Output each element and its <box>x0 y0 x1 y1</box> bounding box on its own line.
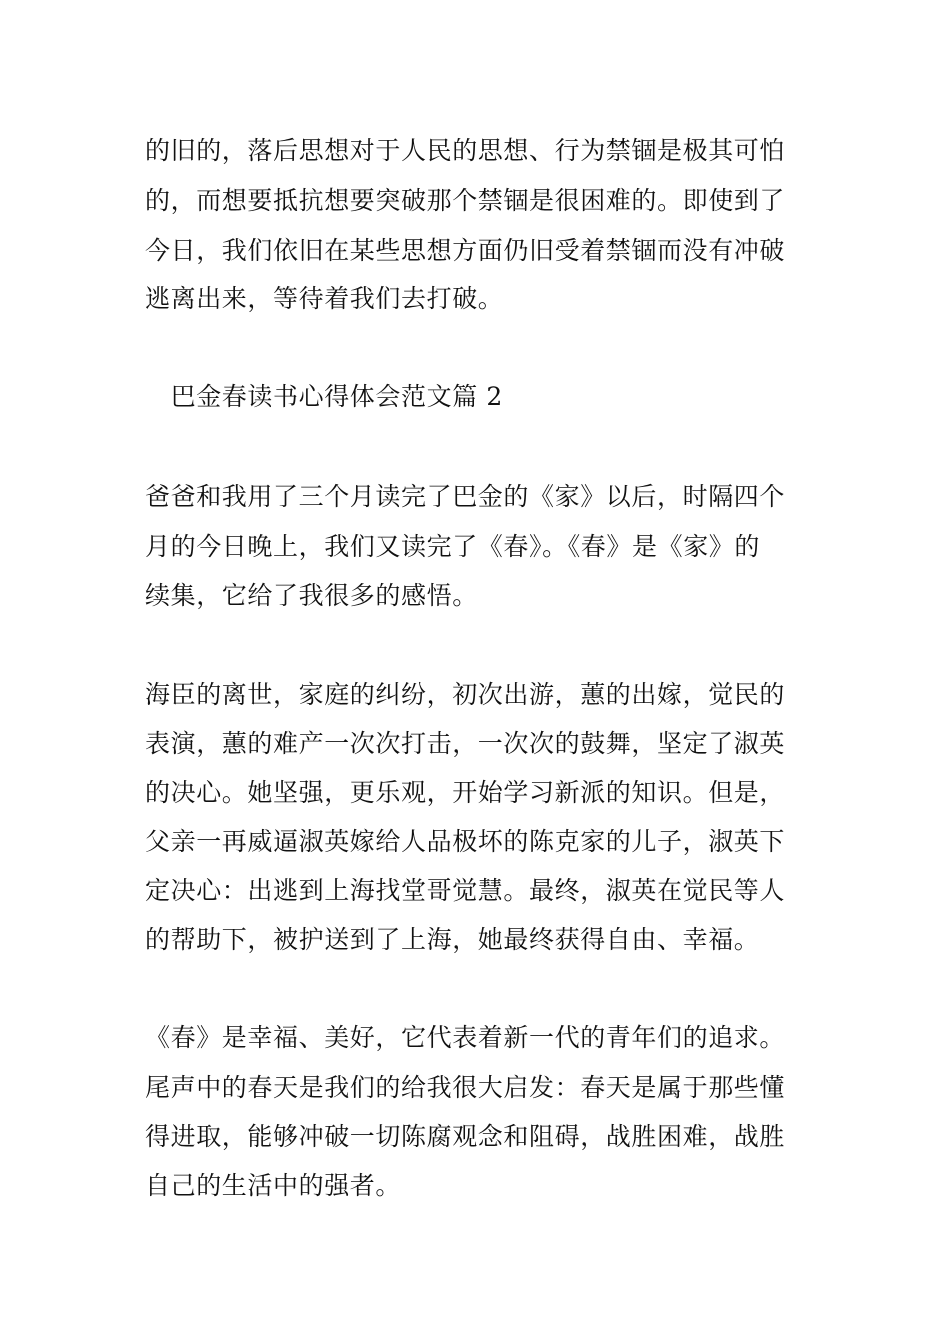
paragraph-4-line-4: 自己的生活中的强者。 <box>145 1171 402 1200</box>
paragraph-4-line-2: 尾声中的春天是我们的给我很大启发：春天是属于那些懂 <box>145 1073 786 1102</box>
paragraph-2-line-3: 续集，它给了我很多的感悟。 <box>145 581 478 610</box>
paragraph-3-line-1: 海臣的离世，家庭的纠纷，初次出游，蕙的出嫁，觉民的 <box>145 680 786 709</box>
paragraph-1-line-3: 今日，我们依旧在某些思想方面仍旧受着禁锢而没有冲破 <box>145 236 786 265</box>
paragraph-3-line-6: 的帮助下，被护送到了上海，她最终获得自由、幸福。 <box>145 925 760 954</box>
paragraph-2-line-1: 爸爸和我用了三个月读完了巴金的《家》以后，时隔四个 <box>145 482 786 511</box>
section-heading: 巴金春读书心得体会范文篇 2 <box>145 382 503 411</box>
paragraph-3-line-5: 定决心：出逃到上海找堂哥觉慧。最终，淑英在觉民等人 <box>145 876 786 905</box>
paragraph-1-line-1: 的旧的，落后思想对于人民的思想、行为禁锢是极其可怕 <box>145 136 786 165</box>
paragraph-3-line-2: 表演，蕙的难产一次次打击，一次次的鼓舞，坚定了淑英 <box>145 729 786 758</box>
paragraph-4-line-1: 《春》是幸福、美好，它代表着新一代的青年们的追求。 <box>145 1023 786 1052</box>
paragraph-3-line-3: 的决心。她坚强，更乐观，开始学习新派的知识。但是， <box>145 778 786 807</box>
paragraph-1-line-4: 逃离出来，等待着我们去打破。 <box>145 284 504 313</box>
paragraph-2-line-2: 月的今日晚上，我们又读完了《春》。《春》是《家》的 <box>145 532 761 561</box>
paragraph-3-line-4: 父亲一再威逼淑英嫁给人品极坏的陈克家的儿子，淑英下 <box>145 827 786 856</box>
paragraph-1-line-2: 的，而想要抵抗想要突破那个禁锢是很困难的。即使到了 <box>145 186 786 215</box>
paragraph-4-line-3: 得进取，能够冲破一切陈腐观念和阻碍，战胜困难，战胜 <box>145 1122 786 1151</box>
